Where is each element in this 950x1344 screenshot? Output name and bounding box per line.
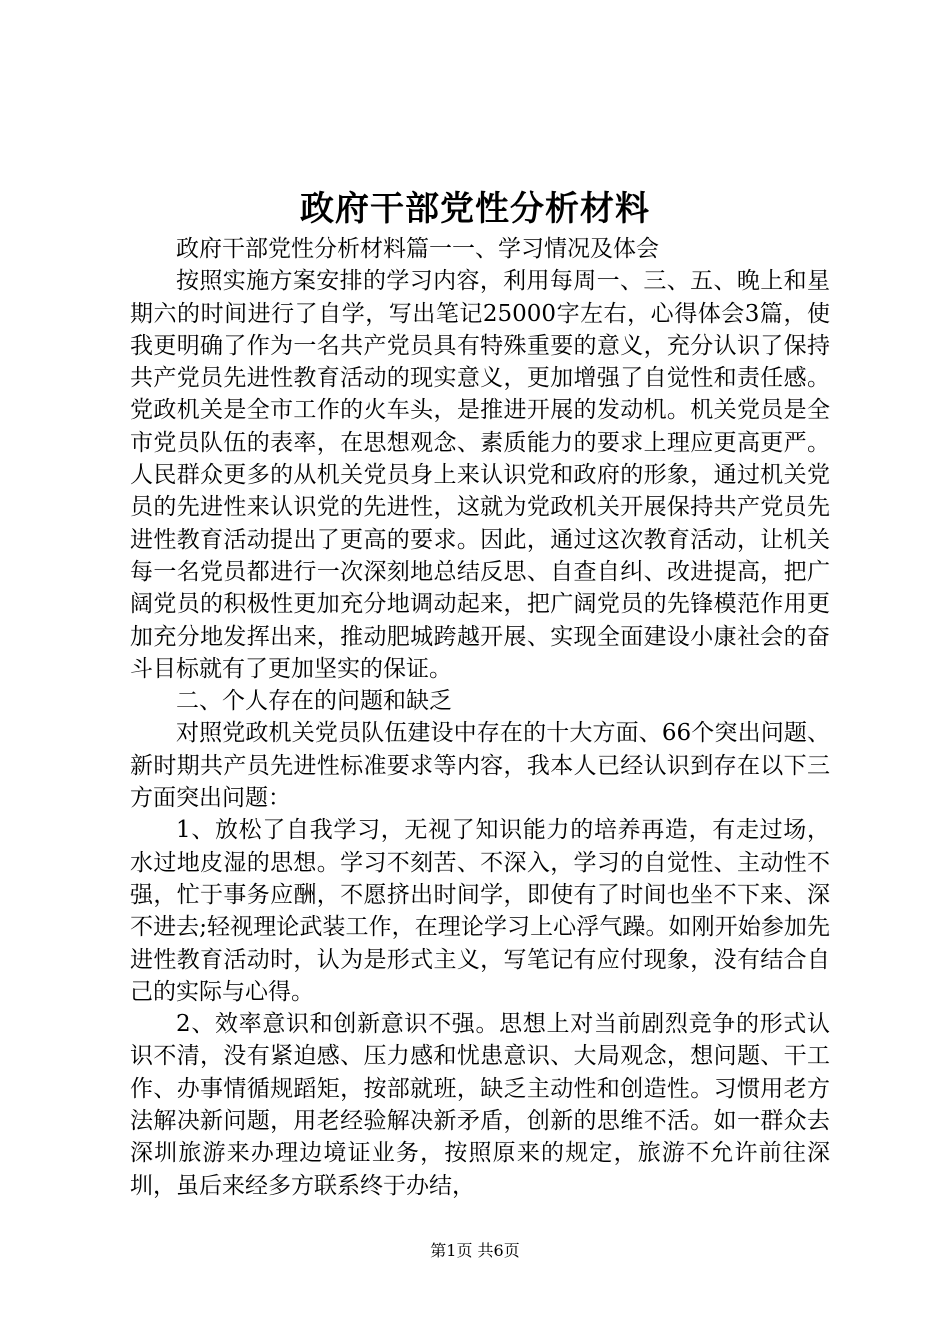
document-title: 政府干部党性分析材料 bbox=[300, 189, 650, 229]
paragraph-problems-intro: 对照党政机关党员队伍建设中存在的十大方面、66个突出问题、新时期共产员先进性标准要求等内容，我本人已经认识到存在以下三方面突出问题： bbox=[130, 720, 830, 812]
paragraph-section-two-heading: 二、个人存在的问题和缺乏 bbox=[176, 688, 452, 715]
paragraph-problem-one: 1、放松了自我学习，无视了知识能力的培养再造，有走过场，水过地皮湿的思想。学习不刻苦、不深入，学习的自觉性、主动性不强，忙于事务应酬，不愿挤出时间学，即使有了时间也坐不下来、深不进去;轻视理论武装工作，在理论学习上心浮气躁。如刚开始参加先进性教育活动时，认为是形式主义，写笔记有应付现象，没有结合自己的实际与心得。 bbox=[130, 817, 830, 1005]
page-number-footer: 第1页 共6页 bbox=[430, 1241, 520, 1260]
paragraph-study-experience: 按照实施方案安排的学习内容，利用每周一、三、五、晚上和星期六的时间进行了自学，写出笔记25000字左右，心得体会3篇，使我更明确了作为一名共产党员具有特殊重要的意义，充分认识了保持共产党员先进性教育活动的现实意义，更加增强了自觉性和责任感。党政机关是全市工作的火车头，是推进开展的发动机。机关党员是全市党员队伍的表率，在思想观念、素质能力的要求上理应更高更严。人民群众更多的从机关党员身上来认识党和政府的形象，通过机关党员的先进性来认识党的先进性，这就为党政机关开展保持共产党员先进性教育活动提出了更高的要求。因此，通过这次教育活动，让机关每一名党员都进行一次深刻地总结反思、自查自纠、改进提高，把广阔党员的积极性更加充分地调动起来，把广阔党员的先锋模范作用更加充分地发挥出来，推动肥城跨越开展、实现全面建设小康社会的奋斗目标就有了更加坚实的保证。 bbox=[130, 268, 830, 682]
document-body bbox=[130, 233, 830, 1202]
paragraph-problem-two: 2、效率意识和创新意识不强。思想上对当前剧烈竞争的形式认识不清，没有紧迫感、压力感和忧患意识、大局观念，想问题、干工作、办事情循规蹈矩，按部就班，缺乏主动性和创造性。习惯用老方法解决新问题，用老经验解决新矛盾，创新的思维不活。如一群众去深圳旅游来办理边境证业务，按照原来的规定，旅游不允许前往深圳，虽后来经多方联系终于办结， bbox=[130, 1011, 830, 1199]
paragraph-intro-heading: 政府干部党性分析材料篇一一、学习情况及体会 bbox=[176, 236, 659, 262]
